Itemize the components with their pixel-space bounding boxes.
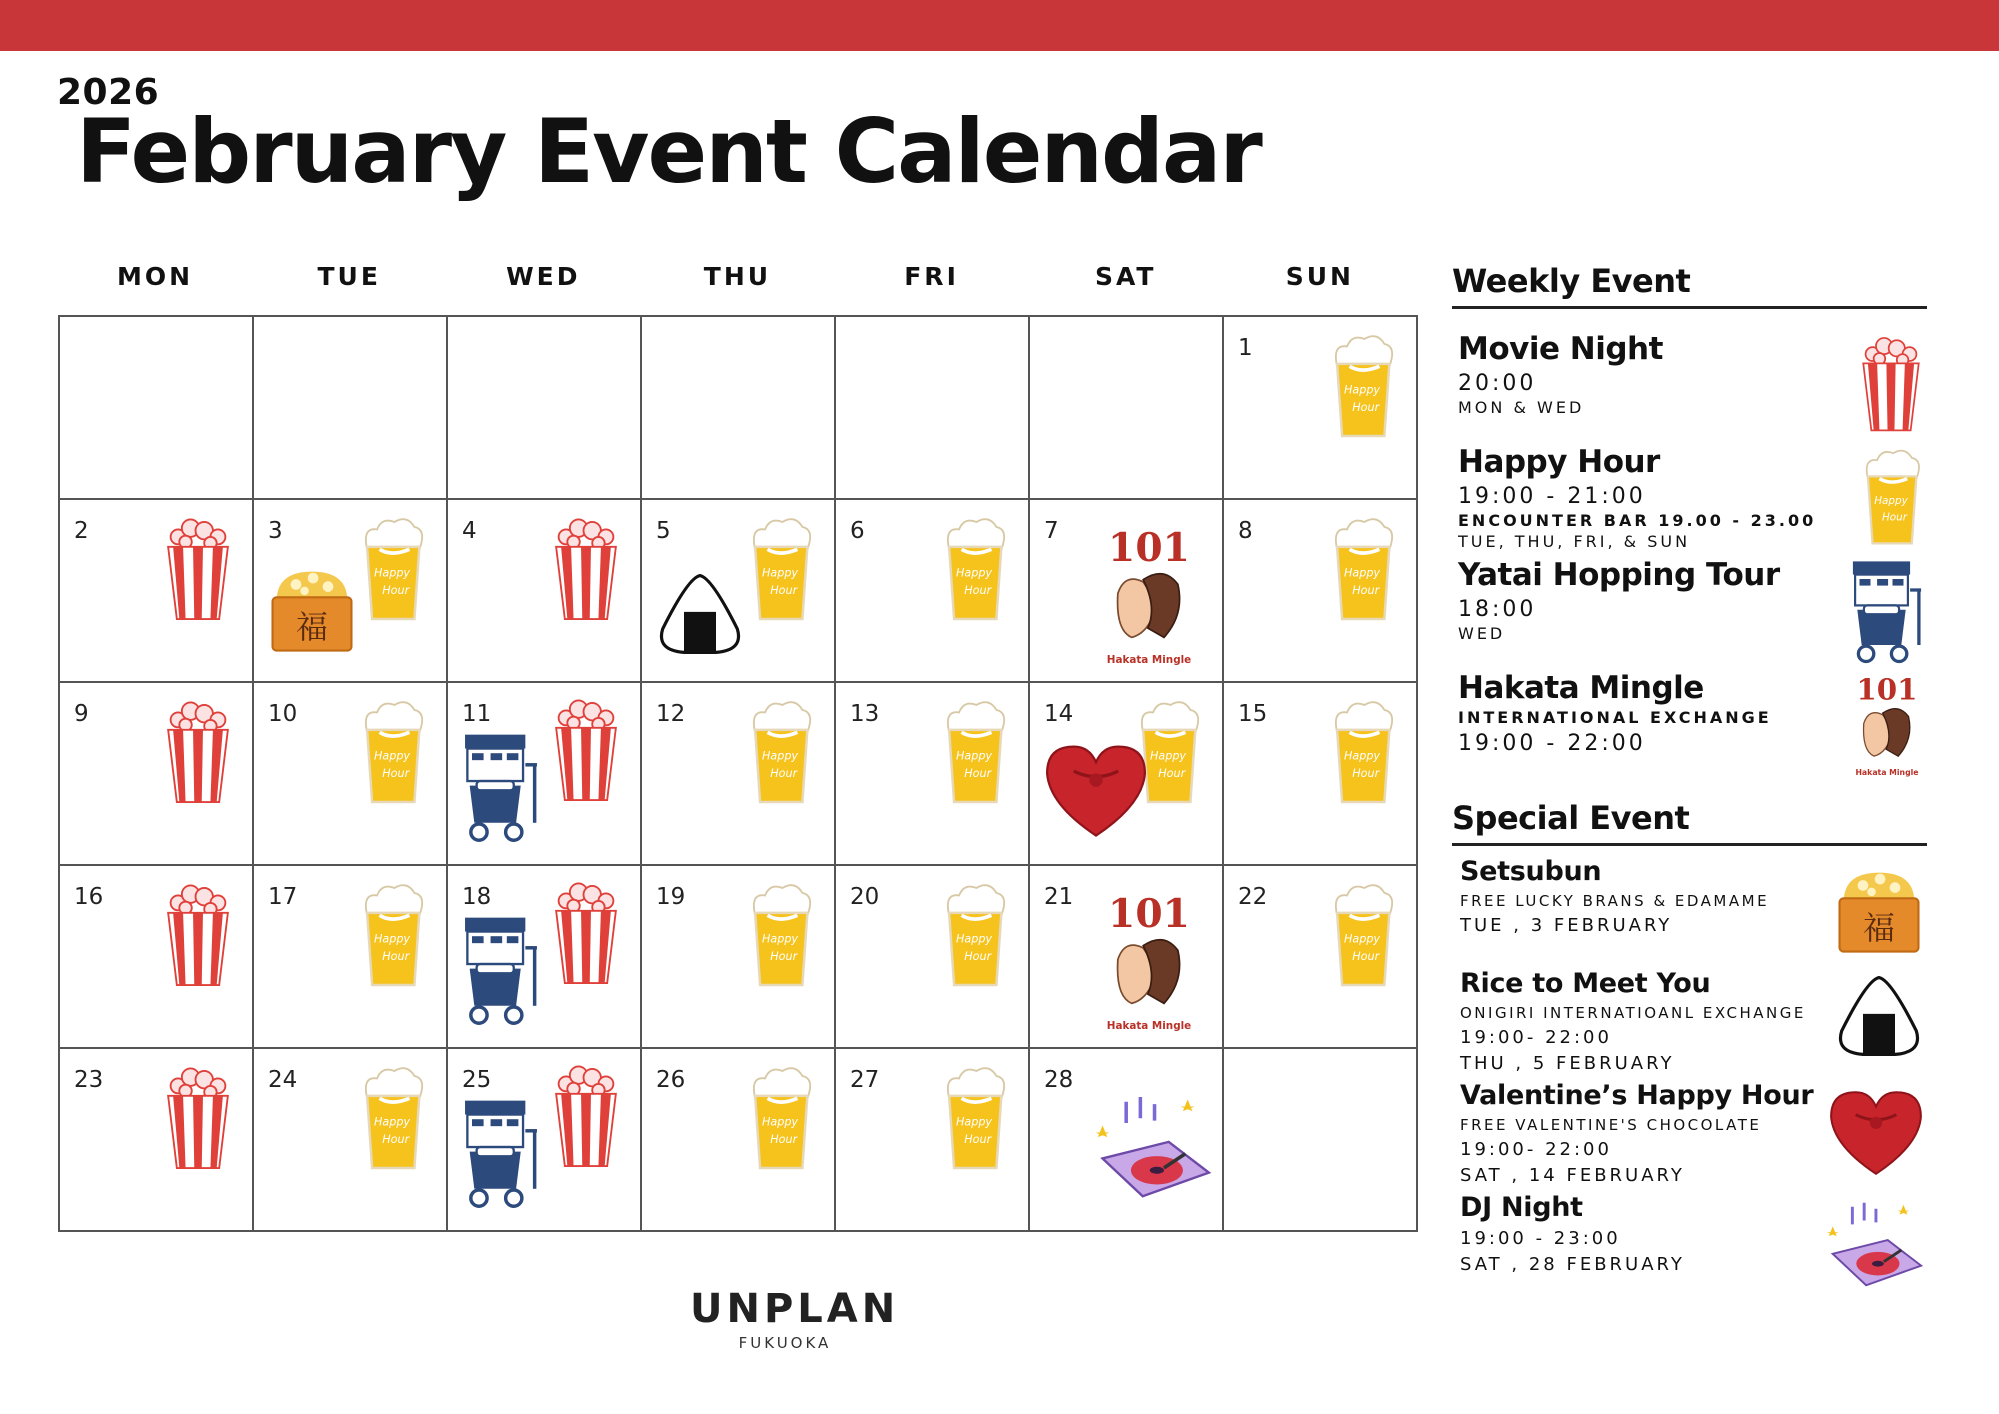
popcorn-icon — [546, 512, 626, 628]
svg-text:101: 101 — [1108, 891, 1190, 938]
day-icons — [1224, 500, 1416, 681]
svg-text:Happy: Happy — [955, 749, 993, 763]
popcorn-icon — [158, 878, 238, 994]
calendar-day-cell — [1224, 866, 1418, 1049]
event-date: SAT , 28 FEBRUARY — [1460, 1254, 1685, 1275]
mingle-icon — [1847, 670, 1927, 786]
weekly-event-list — [1452, 331, 1927, 783]
svg-text:Happy: Happy — [373, 1115, 411, 1129]
day-icons — [254, 683, 446, 864]
event-time: 19:00 - 22:00 — [1458, 731, 1646, 756]
beer-icon — [1322, 695, 1402, 811]
svg-text:Hour: Hour — [382, 950, 410, 964]
calendar-day-cell — [836, 866, 1030, 1049]
day-icons — [254, 1049, 446, 1230]
calendar-day-cell — [1030, 866, 1224, 1049]
brand-logo — [690, 1286, 900, 1352]
day-icons — [1030, 317, 1222, 498]
day-number: 25 — [462, 1067, 492, 1093]
svg-text:Happy: Happy — [955, 1115, 993, 1129]
calendar-day-cell — [642, 866, 836, 1049]
day-icons — [836, 317, 1028, 498]
yatai-cart-icon — [458, 913, 544, 1033]
calendar-day-cell — [1030, 683, 1224, 866]
weekly-event-item — [1452, 331, 1927, 444]
calendar-day-cell — [1030, 500, 1224, 683]
calendar-day-cell — [254, 317, 448, 500]
event-date: SAT , 14 FEBRUARY — [1460, 1165, 1685, 1186]
special-event-item — [1452, 1192, 1927, 1304]
beer-icon — [1855, 444, 1927, 552]
svg-text:Hour: Hour — [770, 1133, 798, 1147]
day-number: 2 — [74, 518, 89, 544]
special-event-item — [1452, 968, 1927, 1080]
calendar-day-cell — [1224, 500, 1418, 683]
lucky-beans-icon — [264, 561, 360, 661]
event-name: Movie Night — [1458, 331, 1663, 367]
special-event-list — [1452, 856, 1927, 1304]
day-icons — [1224, 866, 1416, 1047]
calendar-day-cell — [642, 500, 836, 683]
event-time: 19:00- 22:00 — [1460, 1027, 1612, 1048]
event-date: THU , 5 FEBRUARY — [1460, 1053, 1675, 1074]
day-icons — [60, 683, 252, 864]
day-icons — [642, 317, 834, 498]
svg-text:Hour: Hour — [382, 767, 410, 781]
svg-text:Hour: Hour — [1352, 767, 1380, 781]
calendar-day-cell — [642, 683, 836, 866]
day-icons — [60, 500, 252, 681]
brand-name: UNPLAN — [690, 1286, 900, 1332]
svg-text:Happy: Happy — [1874, 495, 1908, 508]
popcorn-icon — [158, 695, 238, 811]
page-title: February Event Calendar — [76, 100, 1261, 203]
weekday-label: SAT — [1094, 262, 1157, 291]
calendar-day-cell — [254, 683, 448, 866]
day-number: 15 — [1238, 701, 1268, 727]
popcorn-icon — [158, 512, 238, 628]
day-icons — [1224, 1049, 1416, 1230]
day-icons — [1030, 1049, 1222, 1230]
calendar-day-cell — [60, 500, 254, 683]
record-player-icon — [1086, 1089, 1216, 1213]
beer-icon — [352, 878, 432, 994]
day-number: 4 — [462, 518, 477, 544]
svg-text:Hour: Hour — [382, 1133, 410, 1147]
svg-text:Hour: Hour — [964, 950, 992, 964]
day-icons — [60, 317, 252, 498]
beer-icon — [934, 1061, 1014, 1177]
day-icons — [642, 500, 834, 681]
weekday-label: THU — [703, 262, 772, 291]
event-note: FREE VALENTINE'S CHOCOLATE — [1460, 1116, 1762, 1134]
popcorn-icon — [546, 876, 626, 992]
weekly-event-heading: Weekly Event — [1452, 262, 1927, 309]
day-icons — [448, 866, 640, 1047]
svg-text:Hakata Mingle: Hakata Mingle — [1106, 1019, 1192, 1032]
mingle-icon — [1094, 888, 1204, 1042]
svg-text:Happy: Happy — [373, 749, 411, 763]
onigiri-icon — [1831, 972, 1927, 1064]
svg-text:Hour: Hour — [770, 584, 798, 598]
calendar-day-cell — [448, 866, 642, 1049]
day-number: 5 — [656, 518, 671, 544]
day-icons — [836, 500, 1028, 681]
day-number: 19 — [656, 884, 686, 910]
weekday-header-row — [58, 262, 1417, 291]
weekday-label: MON — [117, 262, 194, 291]
svg-text:Happy: Happy — [761, 749, 799, 763]
day-icons — [836, 1049, 1028, 1230]
day-number: 27 — [850, 1067, 880, 1093]
day-number: 28 — [1044, 1067, 1074, 1093]
svg-text:Happy: Happy — [1343, 749, 1381, 763]
day-icons — [642, 1049, 834, 1230]
day-icons — [642, 866, 834, 1047]
day-number: 18 — [462, 884, 492, 910]
calendar-day-cell — [836, 1049, 1030, 1232]
calendar-day-cell — [836, 683, 1030, 866]
svg-text:Hour: Hour — [964, 1133, 992, 1147]
day-number: 21 — [1044, 884, 1074, 910]
svg-text:Happy: Happy — [761, 1115, 799, 1129]
day-number: 16 — [74, 884, 104, 910]
calendar-day-cell — [1030, 1049, 1224, 1232]
event-note: ENCOUNTER BAR 19.00 - 23.00 — [1458, 511, 1817, 530]
calendar-day-cell — [60, 866, 254, 1049]
brand-city: FUKUOKA — [738, 1334, 832, 1352]
day-icons — [254, 500, 446, 681]
calendar-day-cell — [60, 683, 254, 866]
svg-text:Happy: Happy — [761, 566, 799, 580]
beer-icon — [740, 878, 820, 994]
yatai-cart-icon — [458, 1096, 544, 1216]
special-event-item — [1452, 1080, 1927, 1192]
event-name: DJ Night — [1460, 1192, 1583, 1223]
day-icons — [254, 866, 446, 1047]
beer-icon — [740, 512, 820, 628]
weekly-event-item — [1452, 444, 1927, 557]
day-icons — [1030, 866, 1222, 1047]
calendar-day-cell — [642, 1049, 836, 1232]
svg-text:Hour: Hour — [964, 584, 992, 598]
day-number: 14 — [1044, 701, 1074, 727]
calendar-day-cell — [836, 317, 1030, 500]
calendar-day-cell — [60, 1049, 254, 1232]
popcorn-icon — [546, 693, 626, 809]
event-name: Rice to Meet You — [1460, 968, 1711, 999]
event-days: TUE, THU, FRI, & SUN — [1458, 532, 1691, 551]
day-icons — [1030, 683, 1222, 864]
event-time: 20:00 — [1458, 371, 1537, 396]
event-name: Valentine’s Happy Hour — [1460, 1080, 1814, 1111]
day-icons — [60, 1049, 252, 1230]
event-time: 19:00- 22:00 — [1460, 1139, 1612, 1160]
day-number: 24 — [268, 1067, 298, 1093]
svg-text:Happy: Happy — [955, 932, 993, 946]
special-event-item — [1452, 856, 1927, 968]
event-note: FREE LUCKY BRANS & EDAMAME — [1460, 892, 1770, 910]
svg-text:Hour: Hour — [1158, 767, 1186, 781]
svg-text:Hakata Mingle: Hakata Mingle — [1855, 768, 1919, 778]
beer-icon — [352, 1061, 432, 1177]
calendar-day-cell — [60, 317, 254, 500]
calendar-day-cell — [1224, 317, 1418, 500]
calendar-year: 2026 — [57, 72, 160, 113]
event-note: INTERNATIONAL EXCHANGE — [1458, 708, 1772, 727]
day-icons — [60, 866, 252, 1047]
day-number: 13 — [850, 701, 880, 727]
svg-text:Hour: Hour — [382, 584, 410, 598]
heart-chocolate-icon — [1825, 1084, 1927, 1184]
weekly-event-item — [1452, 670, 1927, 783]
svg-text:Hour: Hour — [964, 767, 992, 781]
beer-icon — [1322, 878, 1402, 994]
event-time: 19:00 - 23:00 — [1460, 1228, 1621, 1249]
day-icons — [1224, 683, 1416, 864]
calendar-day-cell — [448, 683, 642, 866]
beer-icon — [934, 512, 1014, 628]
popcorn-icon — [1855, 331, 1927, 439]
day-number: 6 — [850, 518, 865, 544]
day-icons — [642, 683, 834, 864]
event-name: Setsubun — [1460, 856, 1602, 887]
svg-text:Happy: Happy — [761, 932, 799, 946]
beer-icon — [1322, 329, 1402, 445]
event-date: TUE , 3 FEBRUARY — [1460, 915, 1673, 936]
weekday-label: TUE — [317, 262, 381, 291]
beer-icon — [740, 695, 820, 811]
popcorn-icon — [158, 1061, 238, 1177]
svg-text:Happy: Happy — [1343, 932, 1381, 946]
day-icons — [448, 317, 640, 498]
svg-text:101: 101 — [1108, 525, 1190, 572]
day-number: 3 — [268, 518, 283, 544]
day-icons — [836, 866, 1028, 1047]
svg-text:Happy: Happy — [1149, 749, 1187, 763]
svg-text:101: 101 — [1856, 671, 1918, 707]
svg-text:Happy: Happy — [373, 932, 411, 946]
record-player-icon — [1819, 1196, 1927, 1300]
day-number: 22 — [1238, 884, 1268, 910]
day-icons — [836, 683, 1028, 864]
calendar-day-cell — [448, 1049, 642, 1232]
calendar-day-cell — [642, 317, 836, 500]
calendar-grid — [58, 315, 1418, 1232]
weekday-label: WED — [506, 262, 581, 291]
event-days: WED — [1458, 624, 1506, 643]
beer-icon — [352, 512, 432, 628]
yatai-cart-icon — [458, 730, 544, 850]
day-icons — [448, 683, 640, 864]
day-icons — [448, 500, 640, 681]
day-number: 12 — [656, 701, 686, 727]
heart-chocolate-icon — [1040, 740, 1152, 844]
weekly-event-item — [1452, 557, 1927, 670]
calendar-day-cell — [1224, 1049, 1418, 1232]
svg-text:Hakata Mingle: Hakata Mingle — [1106, 653, 1192, 666]
svg-text:福: 福 — [1862, 908, 1896, 947]
svg-text:Hour: Hour — [1352, 584, 1380, 598]
svg-text:Hour: Hour — [770, 950, 798, 964]
day-number: 26 — [656, 1067, 686, 1093]
day-icons — [448, 1049, 640, 1230]
calendar-day-cell — [1224, 683, 1418, 866]
beer-icon — [352, 695, 432, 811]
event-time: 18:00 — [1458, 597, 1537, 622]
day-number: 11 — [462, 701, 492, 727]
svg-text:Hour: Hour — [1352, 950, 1380, 964]
event-note: ONIGIRI INTERNATIOANL EXCHANGE — [1460, 1004, 1806, 1022]
svg-text:Happy: Happy — [955, 566, 993, 580]
svg-text:福: 福 — [295, 607, 329, 646]
event-name: Hakata Mingle — [1458, 670, 1704, 706]
day-icons — [254, 317, 446, 498]
calendar-day-cell — [1030, 317, 1224, 500]
event-name: Happy Hour — [1458, 444, 1660, 480]
event-sidebar — [1452, 262, 1927, 1304]
event-days: MON & WED — [1458, 398, 1585, 417]
day-number: 1 — [1238, 335, 1253, 361]
calendar-day-cell — [254, 500, 448, 683]
day-number: 8 — [1238, 518, 1253, 544]
weekday-label: FRI — [904, 262, 959, 291]
onigiri-icon — [652, 571, 748, 661]
beer-icon — [934, 695, 1014, 811]
beer-icon — [934, 878, 1014, 994]
calendar-day-cell — [254, 1049, 448, 1232]
calendar-day-cell — [448, 500, 642, 683]
day-number: 20 — [850, 884, 880, 910]
day-number: 9 — [74, 701, 89, 727]
event-time: 19:00 - 21:00 — [1458, 484, 1646, 509]
day-number: 10 — [268, 701, 298, 727]
weekday-label: SUN — [1285, 262, 1354, 291]
mingle-icon — [1094, 522, 1204, 676]
lucky-beans-icon — [1831, 860, 1927, 964]
special-event-heading: Special Event — [1452, 799, 1927, 846]
beer-icon — [1322, 512, 1402, 628]
day-number: 23 — [74, 1067, 104, 1093]
calendar-day-cell — [836, 500, 1030, 683]
popcorn-icon — [546, 1059, 626, 1175]
day-icons — [1030, 500, 1222, 681]
day-number: 7 — [1044, 518, 1059, 544]
svg-text:Happy: Happy — [373, 566, 411, 580]
yatai-cart-icon — [1847, 557, 1927, 671]
svg-text:Hour: Hour — [770, 767, 798, 781]
svg-text:Happy: Happy — [1343, 566, 1381, 580]
beer-icon — [740, 1061, 820, 1177]
top-accent-bar — [0, 0, 1999, 51]
svg-text:Hour: Hour — [1352, 401, 1380, 415]
svg-text:Hour: Hour — [1881, 511, 1907, 524]
event-name: Yatai Hopping Tour — [1458, 557, 1780, 593]
day-icons — [1224, 317, 1416, 498]
svg-text:Happy: Happy — [1343, 383, 1381, 397]
calendar-day-cell — [254, 866, 448, 1049]
day-number: 17 — [268, 884, 298, 910]
calendar-day-cell — [448, 317, 642, 500]
